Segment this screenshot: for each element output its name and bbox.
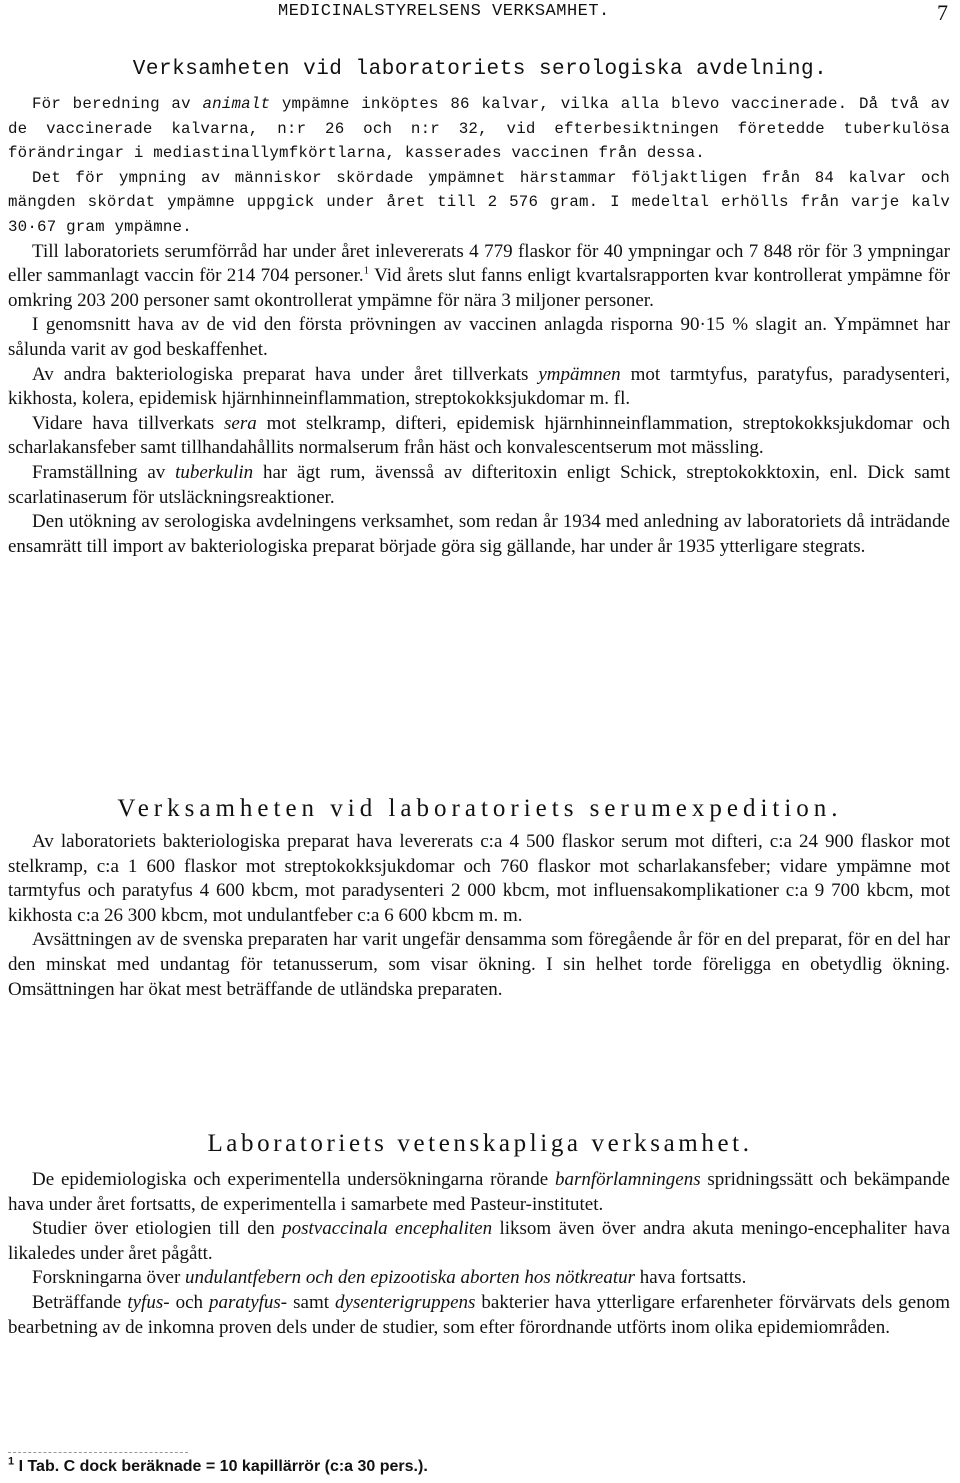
- paragraph: För beredning av animalt ympämne inköptes 86 kalvar, vilka alla blevo vaccinerade. Då två av de vaccinerade kalvarna, n:r 26 och n:r 32, vid efterbesiktningen företedde tuberkulösa förändringar i mediastinallymfkörtlarna, kasserades vaccinen från dessa.: [8, 95, 950, 163]
- paragraph: Avsättningen av de svenska preparaten har varit ungefär densamma som föregående år för en del preparat, för en del har den minskat med undantag för tetanusserum, som visar ökning. I sin helhet torde föreligga en obetydlig ökning. Omsättningen har ökat mest beträffande de utländska preparaten.: [8, 929, 950, 1000]
- page-number: 7: [937, 0, 948, 25]
- footnote-divider: [8, 1452, 188, 1453]
- running-header: [6, 2, 948, 28]
- paragraph: Vidare hava tillverkats sera mot stelkramp, difteri, epidemisk hjärnhinneinflammation, streptokokksjukdomar och scharlakansfeber samt tillhandahållits normalserum från häst och konvalescentserum mot mässling.: [8, 412, 950, 459]
- paragraph: Studier över etiologien till den postvaccinala encephaliten liksom även över andra akuta meningo-encephaliter hava likaledes under året pågått.: [8, 1218, 950, 1264]
- section-scientific-body: [8, 1168, 950, 1340]
- paragraph: Beträffande tyfus- och paratyfus- samt dysenterigruppens bakterier hava ytterligare erfarenheter förvärvats dels genom bearbetning av de inkomna proven dels under de studier, som efter förordnande utförts inom olika epidemiområden.: [8, 1291, 950, 1338]
- paragraph: Det för ympning av människor skördade ympämnet härstammar följaktligen från 84 kalvar och mängden skördat ympämne uppgick under året till 2 576 gram. I medeltal erhölls från varje kalv 30·67 gram ympämne.: [8, 168, 950, 236]
- footnote: [8, 1455, 428, 1476]
- section-heading-scientific: Laboratoriets vetenskapliga verksamhet.: [207, 1130, 753, 1157]
- paragraph: Av laboratoriets bakteriologiska preparat hava levererats c:a 4 500 flaskor serum mot difteri, c:a 24 900 flaskor mot stelkramp, c:a 1 600 flaskor mot streptokokksjukdomar och 760 flaskor mot scharlakansfeber; vidare ympämne mot tarmtyfus och paratyfus 4 600 kbcm, mot paradysenteri 2 000 kbcm, mot influensakomplikationer c:a 9 700 kbcm, mot kikhosta c:a 26 300 kbcm, mot undulantfeber c:a 6 600 kbcm m. m.: [8, 831, 950, 926]
- paragraph: Den utökning av serologiska avdelningens verksamhet, som redan år 1934 med anledning av laboratoriets då inträdande ensamrätt till import av bakteriologiska preparat började göra sig gällande, har under år 1935 ytterligare stegrats.: [8, 511, 950, 557]
- footnote-mark: 1: [8, 1455, 15, 1468]
- paragraph: Framställning av tuberkulin har ägt rum, ävensså av difteritoxin enligt Schick, streptokokktoxin, enl. Dick samt scarlatinaserum för utsläckningsreaktioner.: [8, 461, 950, 508]
- paragraph: Till laboratoriets serumförråd har under året inlevererats 4 779 flaskor för 40 ympningar och 7 848 rör för 3 ympningar eller sammanlagt vaccin för 214 704 personer.$^1$ Vid årets slut fanns enligt kvartalsrapporten kvar kontrollerat ympämne för omkring 203 200 personer samt okontrollerat ympämne för nära 3 miljoner personer.: [8, 240, 950, 311]
- section-heading-serology: Verksamheten vid laboratoriets serologiska avdelning.: [132, 58, 828, 81]
- footnote-ref: 1: [363, 264, 370, 277]
- section-serology-body: [8, 92, 950, 559]
- paragraph: Av andra bakteriologiska preparat hava under året tillverkats ympämnen mot tarmtyfus, paratyfus, paradysenteri, kikhosta, kolera, epidemisk hjärnhinneinflammation, streptokokksjukdomar m. fl.: [8, 363, 950, 410]
- footnote-text: I Tab. C dock beräknade = 10 kapillärrör (c:a 30 pers.).: [14, 1458, 428, 1475]
- section-heading-serum-expedition: Verksamheten vid laboratoriets serumexpedition.: [117, 795, 843, 822]
- paragraph: De epidemiologiska och experimentella undersökningarna rörande barnförlamningens spridningssätt och bekämpande hava under året fortsatts, de experimentella i samarbete med Pasteur-institutet.: [8, 1169, 950, 1215]
- paragraph: Forskningarna över undulantfebern och den epizootiska aborten hos nötkreatur hava fortsatts.: [32, 1267, 747, 1289]
- section-serum-expedition-body: [8, 830, 950, 1002]
- header-title: MEDICINALSTYRELSENS VERKSAMHET.: [278, 2, 610, 21]
- paragraph: I genomsnitt hava av de vid den första prövningen av vaccinen anlagda risporna 90·15 % slagit an. Ympämnet har sålunda varit av god beskaffenhet.: [8, 314, 950, 360]
